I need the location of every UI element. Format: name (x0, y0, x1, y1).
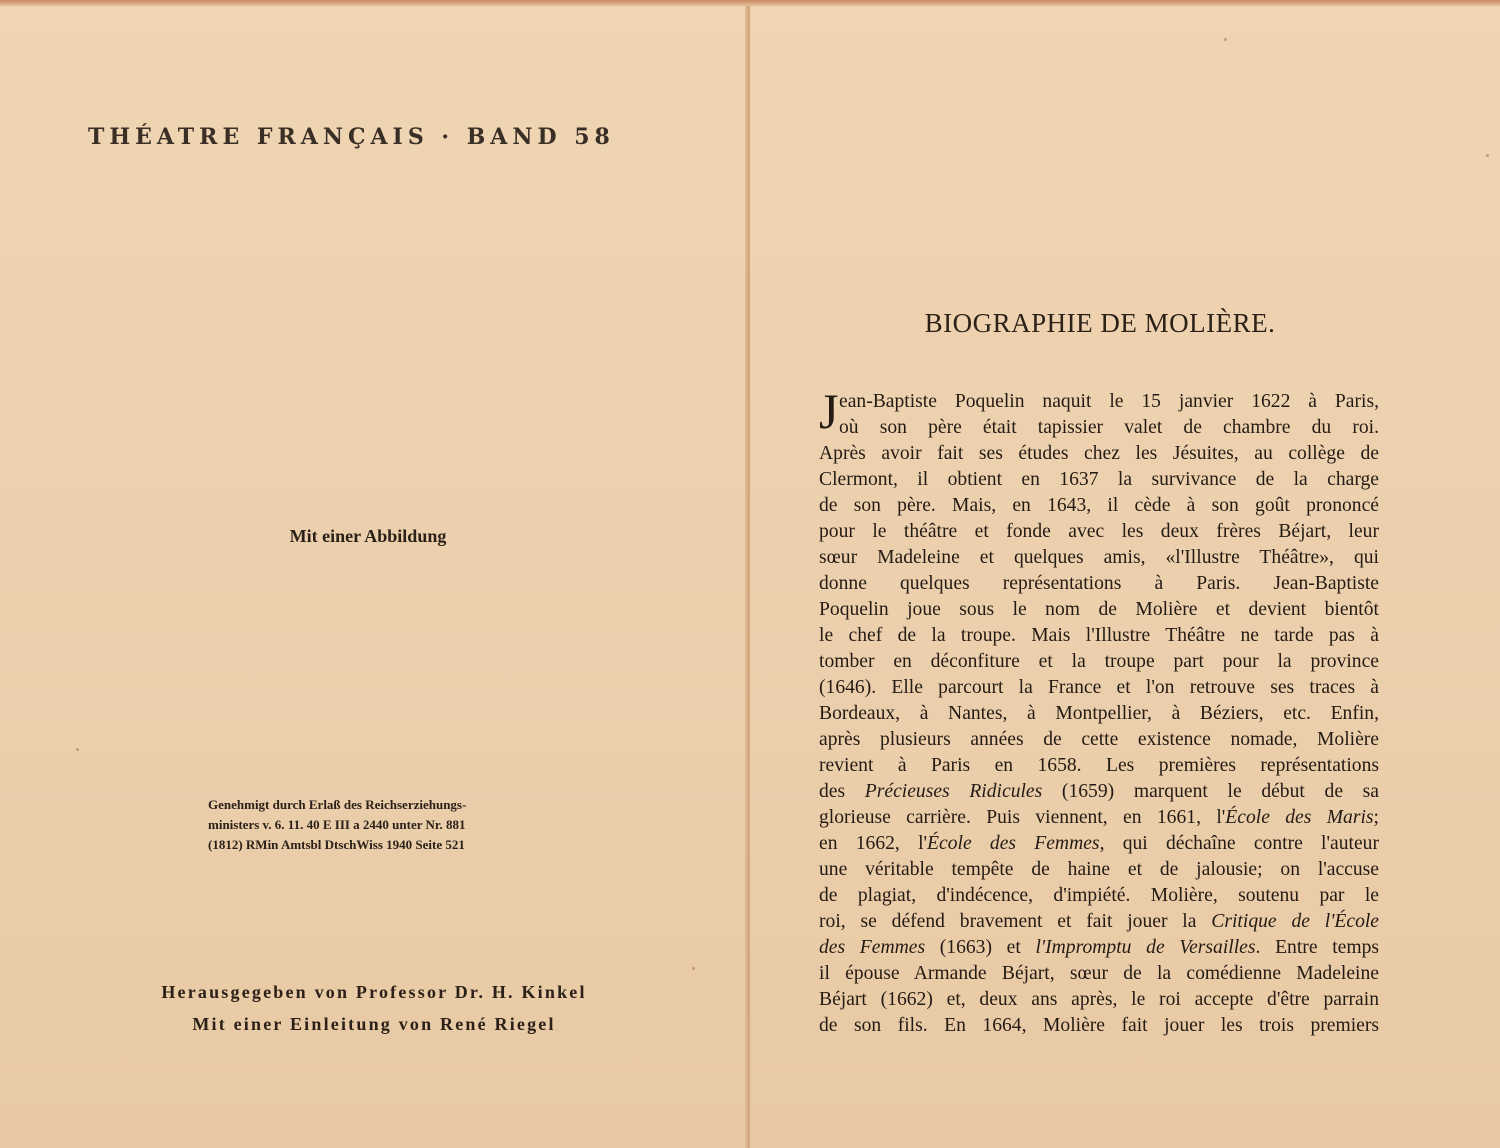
paper-speck (76, 748, 79, 751)
editor-credits (100, 976, 648, 1040)
biography-line: le chef de la troupe. Mais l'Illustre Théâtre ne tarde pas à (819, 625, 1379, 646)
biography-line: de plagiat, d'indécence, d'impiété. Molière, soutenu par le (819, 885, 1379, 906)
approval-line: (1812) RMin Amtsbl DtschWiss 1940 Seite 521 (208, 837, 465, 852)
biography-text (819, 383, 1380, 1039)
biography-line: Poquelin joue sous le nom de Molière et devient bientôt (819, 599, 1379, 620)
work-title: École des Femmes (927, 833, 1100, 854)
paper-speck (1224, 38, 1227, 41)
paper-speck (1486, 154, 1489, 157)
illustration-note: Mit einer Abbildung (289, 526, 447, 546)
biography-line: glorieuse carrière. Puis viennent, en 1661, l'École des Maris; (819, 807, 1379, 828)
biography-line: des Femmes (1663) et l'Impromptu de Versailles. Entre temps (819, 937, 1379, 958)
work-title: l'Impromptu de Versailles (1035, 937, 1256, 958)
biography-line: tomber en déconfiture et la troupe part pour la province (819, 651, 1379, 672)
work-title: Critique de l'École (1211, 911, 1380, 932)
biography-line: sœur Madeleine et quelques amis, «l'Illustre Théâtre», qui (819, 547, 1379, 568)
biography-line: ean-Baptiste Poquelin naquit le 15 janvier 1622 à Paris, (839, 391, 1379, 412)
biography-line: Béjart (1662) et, deux ans après, le roi accepte d'être parrain (819, 989, 1379, 1010)
series-title: THÉATRE FRANÇAIS · BAND 58 (88, 124, 615, 150)
left-page (0, 0, 748, 1148)
biography-line: une véritable tempête de haine et de jalousie; on l'accuse (819, 859, 1379, 880)
biography-line: roi, se défend bravement et fait jouer la Critique de l'École (819, 911, 1380, 932)
biography-line: donne quelques représentations à Paris. Jean-Baptiste (819, 573, 1379, 594)
biography-title: BIOGRAPHIE DE MOLIÈRE. (924, 308, 1276, 338)
approval-notice (208, 795, 548, 855)
biography-line: Après avoir fait ses études chez les Jésuites, au collège de (819, 443, 1379, 464)
approval-line: Genehmigt durch Erlaß des Reichserziehungs- (208, 797, 467, 812)
biography-line: Bordeaux, à Nantes, à Montpellier, à Béziers, etc. Enfin, (819, 703, 1379, 724)
biography-line: où son père était tapissier valet de chambre du roi. (839, 417, 1379, 438)
biography-line: des Précieuses Ridicules (1659) marquent le début de sa (819, 781, 1380, 802)
drop-cap: J (819, 383, 839, 439)
biography-line: de son père. Mais, en 1643, il cède à son goût prononcé (819, 495, 1379, 516)
biography-line: revient à Paris en 1658. Les premières représentations (819, 755, 1379, 776)
biography-line: après plusieurs années de cette existence nomade, Molière (819, 729, 1379, 750)
biography-line: (1646). Elle parcourt la France et l'on retrouve ses traces à (819, 677, 1379, 698)
editor-line: Herausgegeben von Professor Dr. H. Kinkel (161, 982, 587, 1002)
biography-line: pour le théâtre et fonde avec les deux frères Béjart, leur (819, 521, 1379, 542)
work-title: Précieuses Ridicules (864, 781, 1043, 802)
work-title: École des Maris (1225, 807, 1374, 828)
biography-line: Clermont, il obtient en 1637 la survivance de la charge (819, 469, 1379, 490)
biography-line: il épouse Armande Béjart, sœur de la comédienne Madeleine (819, 963, 1379, 984)
paper-speck (692, 967, 695, 970)
introduction-line: Mit einer Einleitung von René Riegel (192, 1014, 556, 1034)
biography-line: de son fils. En 1664, Molière fait jouer les trois premiers (819, 1015, 1379, 1036)
approval-line: ministers v. 6. 11. 40 E III a 2440 unter Nr. 881 (208, 817, 466, 832)
biography-line: en 1662, l'École des Femmes, qui déchaîne contre l'auteur (819, 833, 1379, 854)
page-top-edge (0, 0, 1500, 6)
work-title: des Femmes (819, 937, 926, 958)
